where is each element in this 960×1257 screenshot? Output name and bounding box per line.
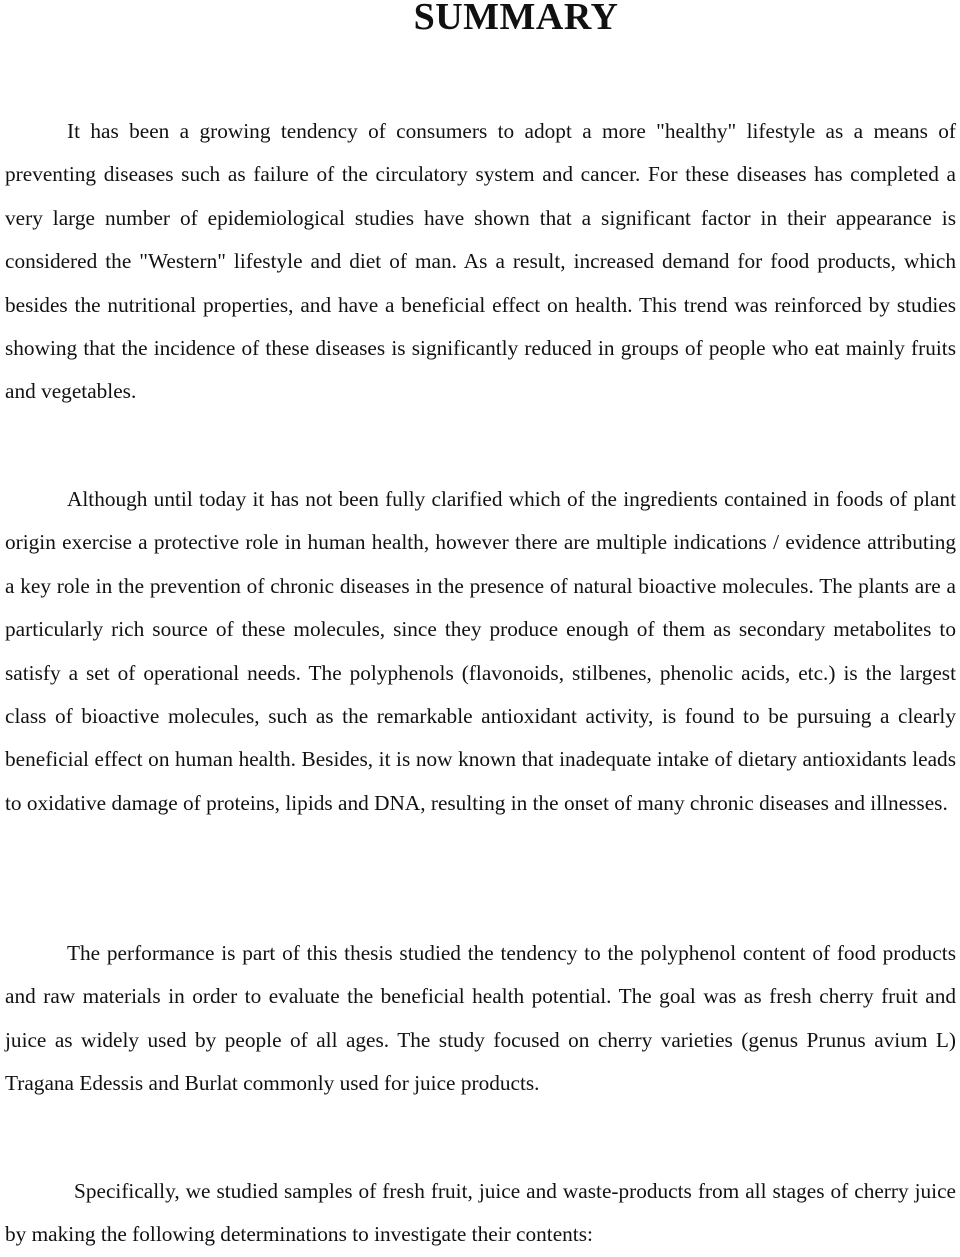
page-title: SUMMARY [413,0,619,38]
summary-paragraph-3: The performance is part of this thesis studied the tendency to the polyphenol content of food products and raw materials in order to evaluate the beneficial health potential. The goal was as fresh cherry fruit and juice as widely used by people of all ages. The study focused on cherry varieties (genus Prunus avium L) Tragana Edessis and Burlat commonly used for juice products. [5,941,956,1096]
summary-paragraph-1: It has been a growing tendency of consumers to adopt a more "healthy" lifestyle as a means of preventing diseases such as failure of the circulatory system and cancer. For these diseases has completed a very large number of epidemiological studies have shown that a significant factor in their appearance is considered the "Western" lifestyle and diet of man. As a result, increased demand for food products, which besides the nutritional properties, and have a beneficial effect on health. This trend was reinforced by studies showing that the incidence of these diseases is significantly reduced in groups of people who eat mainly fruits and vegetables. [5,119,956,404]
summary-paragraph-4: Specifically, we studied samples of fresh fruit, juice and waste-products from all stages of cherry juice by making the following determinations to investigate their contents: [5,1179,956,1247]
summary-paragraph-2: Although until today it has not been fully clarified which of the ingredients contained in foods of plant origin exercise a protective role in human health, however there are multiple indications / evidence attributing a key role in the prevention of chronic diseases in the presence of natural bioactive molecules. The plants are a particularly rich source of these molecules, since they produce enough of them as secondary metabolites to satisfy a set of operational needs. The polyphenols (flavonoids, stilbenes, phenolic acids, etc.) is the largest class of bioactive molecules, such as the remarkable antioxidant activity, is found to be pursuing a clearly beneficial effect on human health. Besides, it is now known that inadequate intake of dietary antioxidants leads to oxidative damage of proteins, lipids and DNA, resulting in the onset of many chronic diseases and illnesses. [5,487,956,815]
